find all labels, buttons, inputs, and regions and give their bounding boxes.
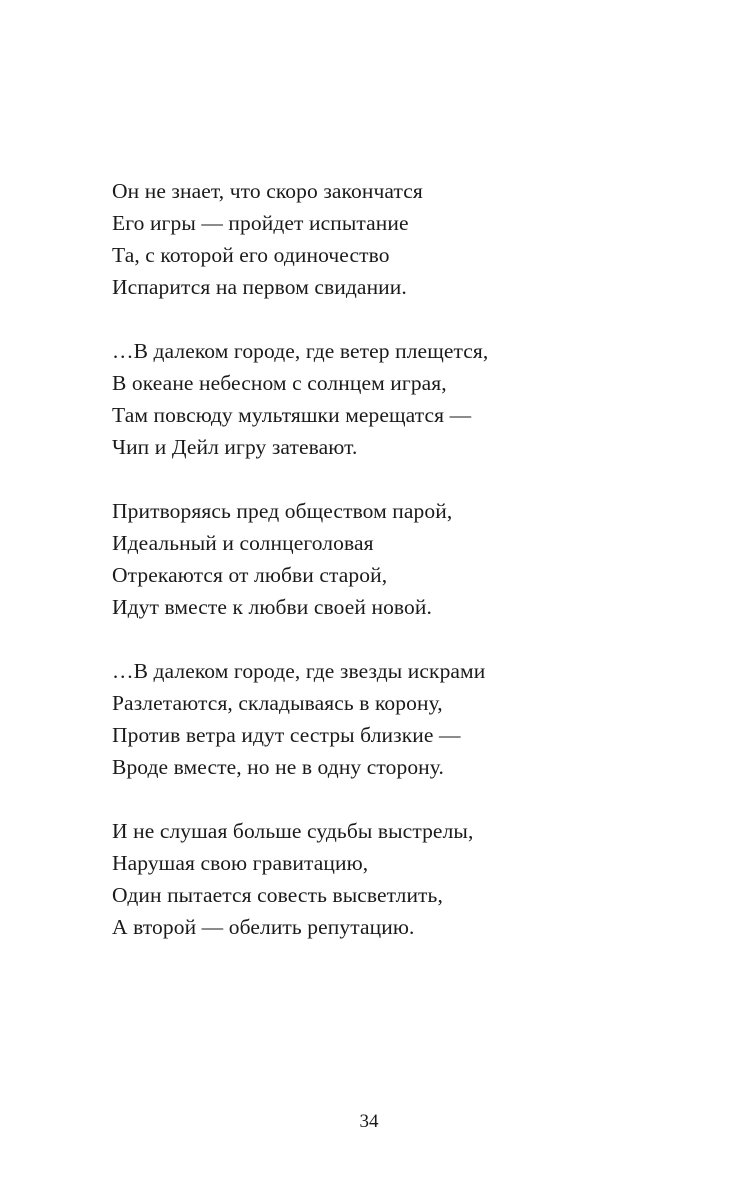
poem-line: Та, с которой его одиночество — [112, 243, 390, 267]
poem-line: Вроде вместе, но не в одну сторону. — [112, 755, 444, 779]
poem-line: Испарится на первом свидании. — [112, 275, 407, 299]
poem-line: …В далеком городе, где звезды искрами — [112, 659, 486, 683]
poem-line: Один пытается совесть высветлить, — [112, 883, 443, 907]
poem-line: Чип и Дейл игру затевают. — [112, 435, 358, 459]
poem-line: Против ветра идут сестры близкие — — [112, 723, 461, 747]
poem-line: Разлетаются, складываясь в корону, — [112, 691, 443, 715]
stanza-2 — [112, 335, 672, 463]
poem-line: А второй — обелить репутацию. — [112, 915, 415, 939]
poem-line: …В далеком городе, где ветер плещется, — [112, 339, 489, 363]
poem-line: Там повсюду мультяшки мерещатся — — [112, 403, 472, 427]
stanza-5 — [112, 815, 672, 943]
stanza-3 — [112, 495, 672, 623]
poem-line: В океане небесном с солнцем играя, — [112, 371, 447, 395]
poem-line: Идут вместе к любви своей новой. — [112, 595, 432, 619]
stanza-1 — [112, 175, 672, 303]
stanza-4 — [112, 655, 672, 783]
poem-line: Он не знает, что скоро закончатся — [112, 179, 423, 203]
poem-line: Идеальный и солнцеголовая — [112, 531, 374, 555]
poem-line: Его игры — пройдет испытание — [112, 211, 409, 235]
poem-line: Притворяясь пред обществом парой, — [112, 499, 453, 523]
poem-line: Нарушая свою гравитацию, — [112, 851, 369, 875]
poem — [112, 175, 672, 975]
poem-line: И не слушая больше судьбы выстрелы, — [112, 819, 474, 843]
poem-line: Отрекаются от любви старой, — [112, 563, 388, 587]
page-number: 34 — [359, 1111, 379, 1132]
